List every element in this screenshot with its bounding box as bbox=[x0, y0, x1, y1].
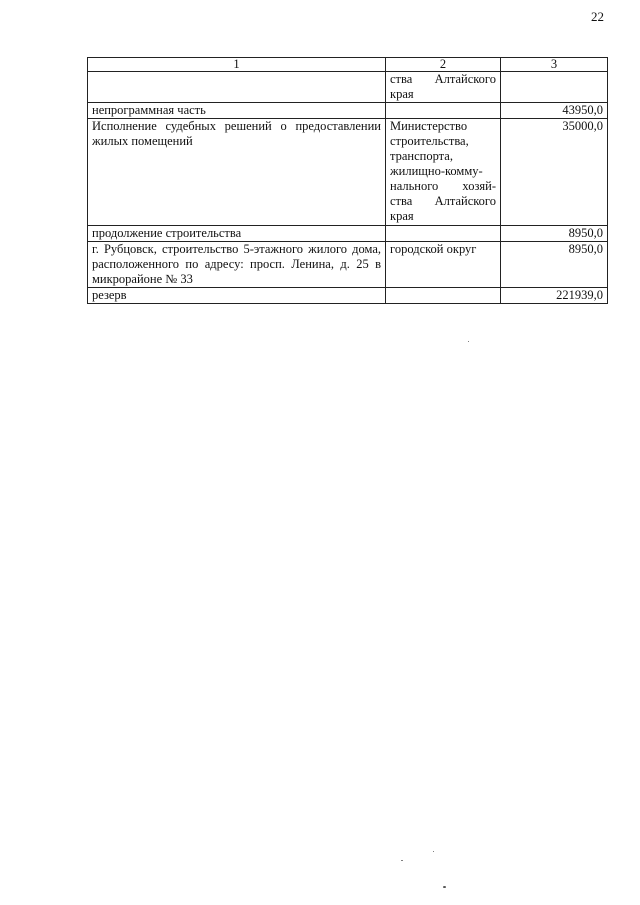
row-executor: Министерство строительства, транспорта, жилищно-комму-нального хозяй-ства Алтайского края bbox=[386, 119, 501, 226]
row-amount: 43950,0 bbox=[501, 103, 608, 119]
scan-speck bbox=[401, 860, 403, 861]
table-row bbox=[88, 119, 608, 226]
row-description: резерв bbox=[88, 288, 386, 304]
row-executor: ства Алтайского края bbox=[386, 72, 501, 103]
row-amount: 35000,0 bbox=[501, 119, 608, 226]
row-amount: 8950,0 bbox=[501, 242, 608, 288]
budget-table bbox=[87, 57, 608, 304]
table-row bbox=[88, 103, 608, 119]
scan-speck bbox=[468, 341, 469, 342]
row-amount: 8950,0 bbox=[501, 226, 608, 242]
table-row bbox=[88, 72, 608, 103]
row-description: г. Рубцовск, строительство 5-этажного жилого дома, расположенного по адресу: просп. Ленина, д. 25 в микрорайоне № 33 bbox=[88, 242, 386, 288]
row-description bbox=[88, 72, 386, 103]
row-executor bbox=[386, 226, 501, 242]
column-header-2: 2 bbox=[386, 58, 501, 72]
row-executor bbox=[386, 288, 501, 304]
row-description: непрограммная часть bbox=[88, 103, 386, 119]
column-header-3: 3 bbox=[501, 58, 608, 72]
table-row bbox=[88, 242, 608, 288]
column-header-1: 1 bbox=[88, 58, 386, 72]
row-executor: городской округ bbox=[386, 242, 501, 288]
table-header-row bbox=[88, 58, 608, 72]
row-amount bbox=[501, 72, 608, 103]
scan-speck bbox=[443, 886, 446, 888]
row-description: Исполнение судебных решений о предоставлении жилых помещений bbox=[88, 119, 386, 226]
scan-speck bbox=[433, 851, 434, 852]
row-amount: 221939,0 bbox=[501, 288, 608, 304]
row-description: продолжение строительства bbox=[88, 226, 386, 242]
row-executor bbox=[386, 103, 501, 119]
table-row bbox=[88, 226, 608, 242]
table-row bbox=[88, 288, 608, 304]
page-number: 22 bbox=[591, 9, 604, 24]
